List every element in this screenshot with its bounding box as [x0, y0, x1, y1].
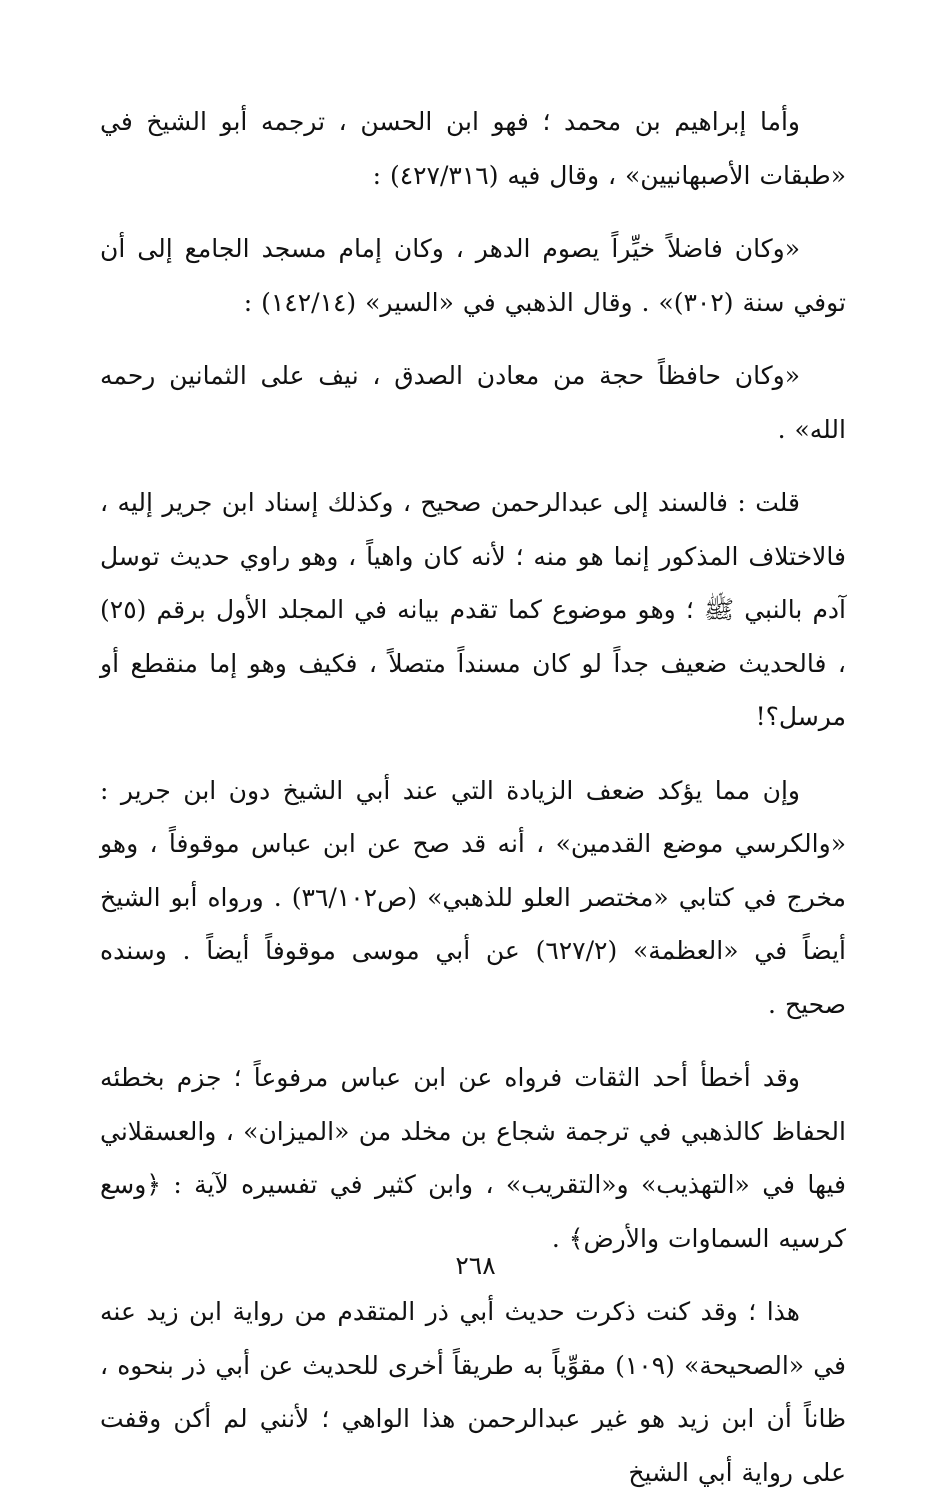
- quote-fadil-khayyir: «وكان فاضلاً خيِّراً يصوم الدهر ، وكان إمام مسجد الجامع إلى أن توفي سنة (٣٠٢)» . وقال الذهبي في «السير» (١٤٢/١٤) :: [100, 234, 846, 317]
- page-body: [100, 95, 846, 1499]
- page-number: ٢٦٨: [455, 1251, 496, 1280]
- quote-hafiz-hujja: «وكان حافظاً حجة من معادن الصدق ، نيف على الثمانين رحمه الله» .: [100, 361, 846, 444]
- paragraph-akhta-thiqat: وقد أخطأ أحد الثقات فرواه عن ابن عباس مرفوعاً ؛ جزم بخطئه الحفاظ كالذهبي في ترجمة شجاع بن مخلد من «الميزان» ، والعسقلاني فيها في «التهذيب» و«التقريب» ، وابن كثير في تفسيره لآية : ﴿وسع كرسيه السماوات والأرض﴾ .: [100, 1063, 846, 1253]
- paragraph-ibrahim-bin-muhammad: وأما إبراهيم بن محمد ؛ فهو ابن الحسن ، ترجمه أبو الشيخ في «طبقات الأصبهانيين» ، وقال فيه (٤٢٧/٣١٦) :: [100, 107, 846, 190]
- paragraph-hadha-abi-dharr: هذا ؛ وقد كنت ذكرت حديث أبي ذر المتقدم من رواية ابن زيد عنه في «الصحيحة» (١٠٩) مقوِّياً به طريقاً أخرى للحديث عن أبي ذر بنحوه ، ظاناً أن ابن زيد هو غير عبدالرحمن هذا الواهي ؛ لأنني لم أكن وقفت على رواية أبي الشيخ: [100, 1297, 847, 1487]
- paragraph-qult-sanad: قلت : فالسند إلى عبدالرحمن صحيح ، وكذلك إسناد ابن جرير إليه ، فالاختلاف المذكور إنما هو منه ؛ لأنه كان واهياً ، وهو راوي حديث توسل آدم بالنبي ﷺ ؛ وهو موضوع كما تقدم بيانه في المجلد الأول برقم (٢٥) ، فالحديث ضعيف جداً لو كان مسنداً متصلاً ، فكيف وهو إما منقطع أو مرسل؟!: [100, 488, 846, 731]
- paragraph-kursi-mawdi: وإن مما يؤكد ضعف الزيادة التي عند أبي الشيخ دون ابن جرير : «والكرسي موضع القدمين» ، أنه قد صح عن ابن عباس موقوفاً ، وهو مخرج في كتابي «مختصر العلو للذهبي» (ص٣٦/١٠٢) . ورواه أبو الشيخ أيضاً في «العظمة» (٦٢٧/٢) عن أبي موسى موقوفاً أيضاً . وسنده صحيح .: [100, 775, 846, 1019]
